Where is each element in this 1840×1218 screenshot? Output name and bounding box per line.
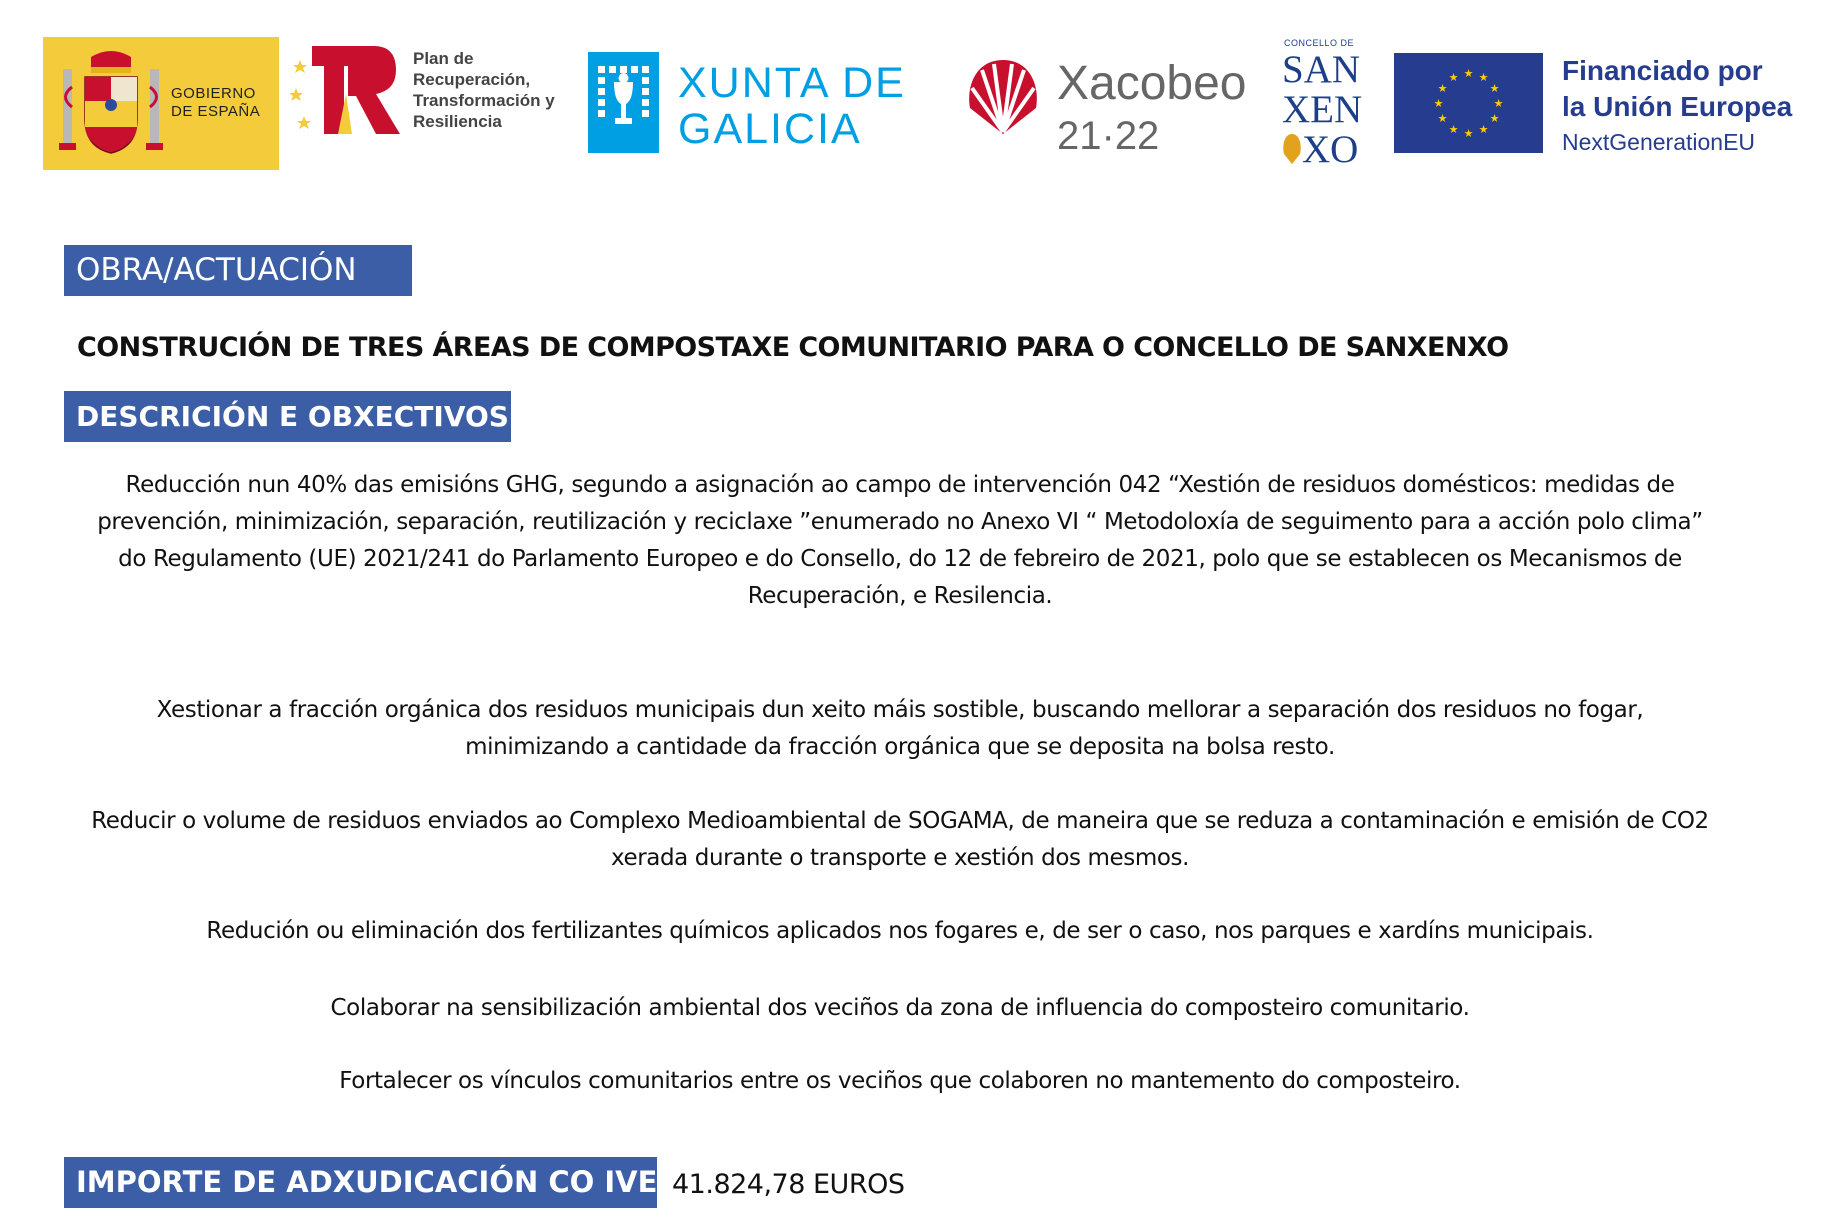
eu-flag-icon: [1394, 53, 1543, 153]
scallop-shell-icon: [962, 56, 1044, 138]
xacobeo-logo: [962, 52, 1262, 162]
svg-text:★: ★: [1437, 112, 1448, 125]
svg-text:★: ★: [1437, 82, 1448, 95]
svg-text:★: ★: [1478, 71, 1489, 84]
svg-text:★: ★: [1489, 112, 1500, 125]
award-amount: 41.824,78 EUROS: [672, 1169, 905, 1200]
gobierno-logo-text: GOBIERNO DE ESPAÑA: [171, 85, 261, 120]
objective-paragraph: Fortalecer os vínculos comunitarios entre os veciños que colaboren no mantemento do composteiro.: [339, 1068, 1461, 1094]
svg-text:★: ★: [1478, 123, 1489, 136]
objective-paragraph: Redución ou eliminación dos fertilizantes químicos aplicados nos fogares e, de ser o caso, nos parques e xardíns municipais.: [206, 918, 1594, 944]
svg-text:★: ★: [1448, 71, 1459, 84]
gobierno-espana-logo: [43, 37, 279, 170]
sanxenxo-concello-text: CONCELLO DE: [1284, 38, 1355, 48]
galicia-shield-icon: [588, 52, 659, 153]
eu-nextgen-logo: [1394, 53, 1814, 153]
prtr-logo-text: Plan de Recuperación, Transformación y Resiliencia: [413, 49, 555, 131]
objective-paragraph: Xestionar a fracción orgánica dos residuos municipais dun xeito máis sostible, buscando mellorar a separación dos residuos no fogar, minimizando a cantidade da fracción orgánica que se deposita na bolsa resto.: [156, 697, 1644, 760]
sanxenxo-logo: [1282, 38, 1362, 170]
objective-paragraph: Colaborar na sensibilización ambiental dos veciños da zona de influencia do composteiro comunitario.: [330, 995, 1470, 1021]
sanxenxo-line-3: XO: [1302, 128, 1359, 171]
obra-actuacion-header: OBRA/ACTUACIÓN: [64, 245, 412, 296]
svg-text:★: ★: [1448, 123, 1459, 136]
objective-paragraph: Reducción nun 40% das emisións GHG, segundo a asignación ao campo de intervención 042 “Xestión de residuos domésticos: medidas de prevención, minimización, separación, reutilización y reciclaxe ”enumerado no Anexo VI “ Metodoloxía de seguimento para a acción polo clima” do Regulamento (UE) 2021/241 do Parlamento Europeo e do Consello, do 12 de febreiro de 2021, polo que se establecen os Mecanismos de Recuperación, e Resilencia.: [97, 472, 1703, 609]
tr-mark-icon: [290, 40, 408, 138]
xunta-logo-text: XUNTA DE GALICIA: [678, 59, 906, 153]
sanxenxo-line-2: XEN: [1282, 88, 1363, 131]
sanxenxo-shell-icon: [1282, 132, 1302, 166]
xunta-galicia-logo: [588, 52, 948, 152]
descricion-header: DESCRICIÓN E OBXECTIVOS:: [64, 391, 511, 442]
svg-text:★: ★: [1433, 97, 1444, 110]
svg-text:★: ★: [1493, 97, 1504, 110]
prtr-logo: [290, 40, 570, 170]
xacobeo-word: Xacobeo: [1057, 57, 1247, 110]
svg-text:★: ★: [1463, 127, 1474, 140]
eu-union-line: la Unión Europea: [1562, 91, 1793, 122]
svg-text:★: ★: [1463, 67, 1474, 80]
importe-header: IMPORTE DE ADXUDICACIÓN CO IVE:: [64, 1157, 657, 1208]
coat-of-arms-icon: [57, 47, 165, 159]
objective-paragraph: Reducir o volume de residuos enviados ao Complexo Medioambiental de SOGAMA, de maneira que se reduza a contaminación e emisión de CO2 xerada durante o transporte e xestión dos mesmos.: [91, 808, 1709, 871]
sanxenxo-line-1: SAN: [1282, 48, 1361, 91]
project-title: CONSTRUCIÓN DE TRES ÁREAS DE COMPOSTAXE COMUNITARIO PARA O CONCELLO DE SANXENXO: [77, 332, 1509, 363]
eu-financiado-line: Financiado por: [1562, 55, 1763, 86]
xacobeo-years: 21·22: [1057, 114, 1160, 158]
svg-text:★: ★: [1489, 82, 1500, 95]
eu-nextgen-line: NextGenerationEU: [1562, 129, 1756, 155]
